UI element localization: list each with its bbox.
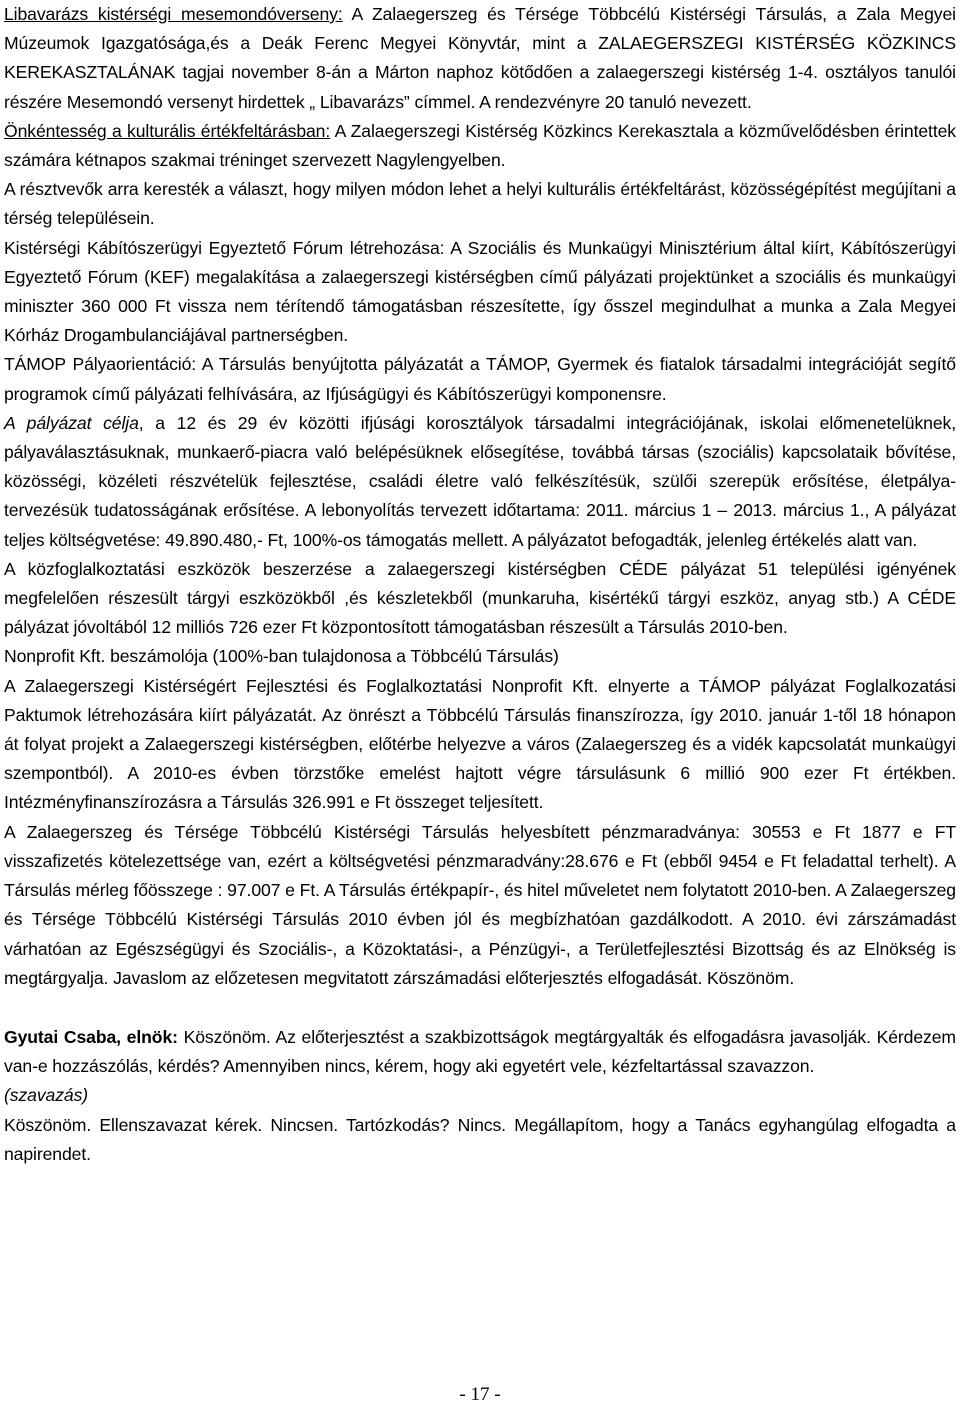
paragraph-libavarazs bbox=[4, 0, 956, 117]
paragraph-tamop: TÁMOP Pályaorientáció: A Társulás benyújtotta pályázatát a TÁMOP, Gyermek és fiatalok társadalmi integrációját segítő programok című pályázati felhívására, az Ifjúságügyi és Kábítószerügyi komponensre. bbox=[4, 354, 956, 404]
paragraph-cede: A közfoglalkoztatási eszközök beszerzése a zalaegerszegi kistérségben CÉDE pályázat 51 települési igényének megfelelően részesült tárgyi eszközökből ,és készletekből (munkaruha, kisértékű tárgyi eszköz, anyag stb.) A CÉDE pályázat jóvoltából 12 milliós 726 ezer Ft központosított támogatásban részesült a Társulás 2010-ben. bbox=[4, 558, 956, 638]
paragraph-elnok bbox=[4, 1023, 956, 1081]
page-number: - 17 - bbox=[459, 1384, 501, 1405]
paragraph-kef: Kistérségi Kábítószerügyi Egyeztető Fórum létrehozása: A Szociális és Munkaügyi Minisztérium által kiírt, Kábítószerügyi Egyeztető Fórum (KEF) megalakítása a zalaegerszegi kistérségben című pályázati projektünket a szociális és munkaügyi miniszter 360 000 Ft vissza nem térítendő támogatásban részesítette, így ősszel megindulhat a munka a Zala Megyei Kórház Drogambulanciájával partnerségben. bbox=[4, 237, 956, 346]
paragraph-elnok-text: Köszönöm. Az előterjesztést a szakbizottságok megtárgyalták és elfogadásra javasolják. Kérdezem van-e hozzászólás, kérdés? Amennyiben nincs, kérem, hogy aki egyetért vele, kézfeltartással szavazzon. bbox=[4, 1026, 956, 1077]
paragraph-palyazat-celja bbox=[4, 409, 956, 555]
paragraph-onkentesseg-text: A Zalaegerszegi Kistérség Közkincs Kerekasztala a közművelődésben érintettek számára kétnapos szakmai tréninget szervezett Nagylengyelben. bbox=[4, 120, 956, 171]
paragraph-palyazat-celja-text: , a 12 és 29 év közötti ifjúsági korosztályok társadalmi integrációjának, iskolai előmenetelüknek, pályaválasztásuknak, munkaerő-piacra való belépésüknek elősegítése, továbbá társas (szociális) kapcsolataik bővítése, közösségi, közéleti részvételük fejlesztése, családi életre való felkészítésük, szülői szerepük erősítése, életpálya- tervezésük tudatosságának erősítése. A lebonyolítás tervezett időtartama: 2011. március 1 – 2013. március 1., A pályázat teljes költségvetése: 49.890.480,- Ft, 100%-os támogatás mellett. A pályázatot befogadták, jelenleg értékelés alatt van. bbox=[4, 412, 956, 550]
section-title-onkentesseg: Önkéntesség a kulturális értékfeltárásban: bbox=[4, 120, 331, 141]
paragraph-nonprofit: A Zalaegerszegi Kistérségért Fejlesztési és Foglalkoztatási Nonprofit Kft. elnyerte a TÁMOP pályázat Foglalkozatási Paktumok létrehozására kiírt pályázatát. Az önrészt a Többcélú Társulás finanszírozza, így 2010. január 1-től 18 hónapon át folyat projekt a Zalaegerszegi kistérségben, előtérbe helyezve a város (Zalaegerszeg és a vidék kapcsolatát munkaügyi szempontból). A 2010-es évben törzstőke emelést hajtott végre társulásunk 6 millió 900 ezer Ft értékben. Intézményfinanszírozásra a Társulás 326.991 e Ft összeget teljesített. bbox=[4, 675, 956, 813]
paragraph-libavarazs-text: A Zalaegerszeg és Térsége Többcélú Kistérségi Társulás, a Zala Megyei Múzeumok Igazgatósága,és a Deák Ferenc Megyei Könyvtár, mint a ZALAEGERSZEGI KISTÉRSÉG KÖZKINCS KEREKASZTALÁNAK tagjai november 8-án a Márton naphoz kötődően a zalaegerszegi kistérség 1-4. osztályos tanulói részére Mesemondó versenyt hirdettek „ Libavarázs” címmel. A rendezvényre 20 tanuló nevezett. bbox=[4, 4, 956, 112]
paragraph-szavazas: (szavazás) bbox=[4, 1085, 89, 1106]
document-page bbox=[4, 0, 956, 1169]
paragraph-palyazat-celja-lead: A pályázat célja bbox=[4, 412, 139, 433]
paragraph-hatarozat: Köszönöm. Ellenszavazat kérek. Nincsen. Tartózkodás? Nincs. Megállapítom, hogy a Tanács egyhangúlag elfogadta a napirendet. bbox=[4, 1114, 956, 1164]
paragraph-spacer bbox=[4, 993, 956, 1023]
speaker-name: Gyutai Csaba, elnök: bbox=[4, 1026, 178, 1047]
paragraph-resztvevok: A résztvevők arra keresték a választ, hogy milyen módon lehet a helyi kulturális értékfeltárást, közösségépítést megújítani a térség településein. bbox=[4, 179, 956, 229]
paragraph-onkentesseg bbox=[4, 117, 956, 175]
section-title-libavarazs: Libavarázs kistérségi mesemondóverseny: bbox=[4, 4, 343, 24]
paragraph-penzmaradvany: A Zalaegerszeg és Térsége Többcélú Kistérségi Társulás helyesbített pénzmaradványa: 30553 e Ft 1877 e FT visszafizetés kötelezettsége van, ezért a költségvetési pénzmaradvány:28.676 e Ft (ebből 9454 e Ft feladattal terhelt). A Társulás mérleg főösszege : 97.007 e Ft. A Társulás értékpapír-, és hitel műveletet nem folytatott 2010-ben. A Zalaegerszeg és Térsége Többcélú Kistérségi Társulás 2010 évben jól és megbízhatóan gazdálkodott. A 2010. évi zárszámadást várhatóan az Egészségügyi és Szociális-, a Közoktatási-, a Pénzügyi-, a Területfejlesztési Bizottság és az Elnökség is megtárgyalja. Javaslom az előzetesen megvitatott zárszámadási előterjesztés elfogadását. Köszönöm. bbox=[4, 821, 956, 988]
paragraph-nonprofit-heading: Nonprofit Kft. beszámolója (100%-ban tulajdonosa a Többcélú Társulás) bbox=[4, 646, 559, 667]
